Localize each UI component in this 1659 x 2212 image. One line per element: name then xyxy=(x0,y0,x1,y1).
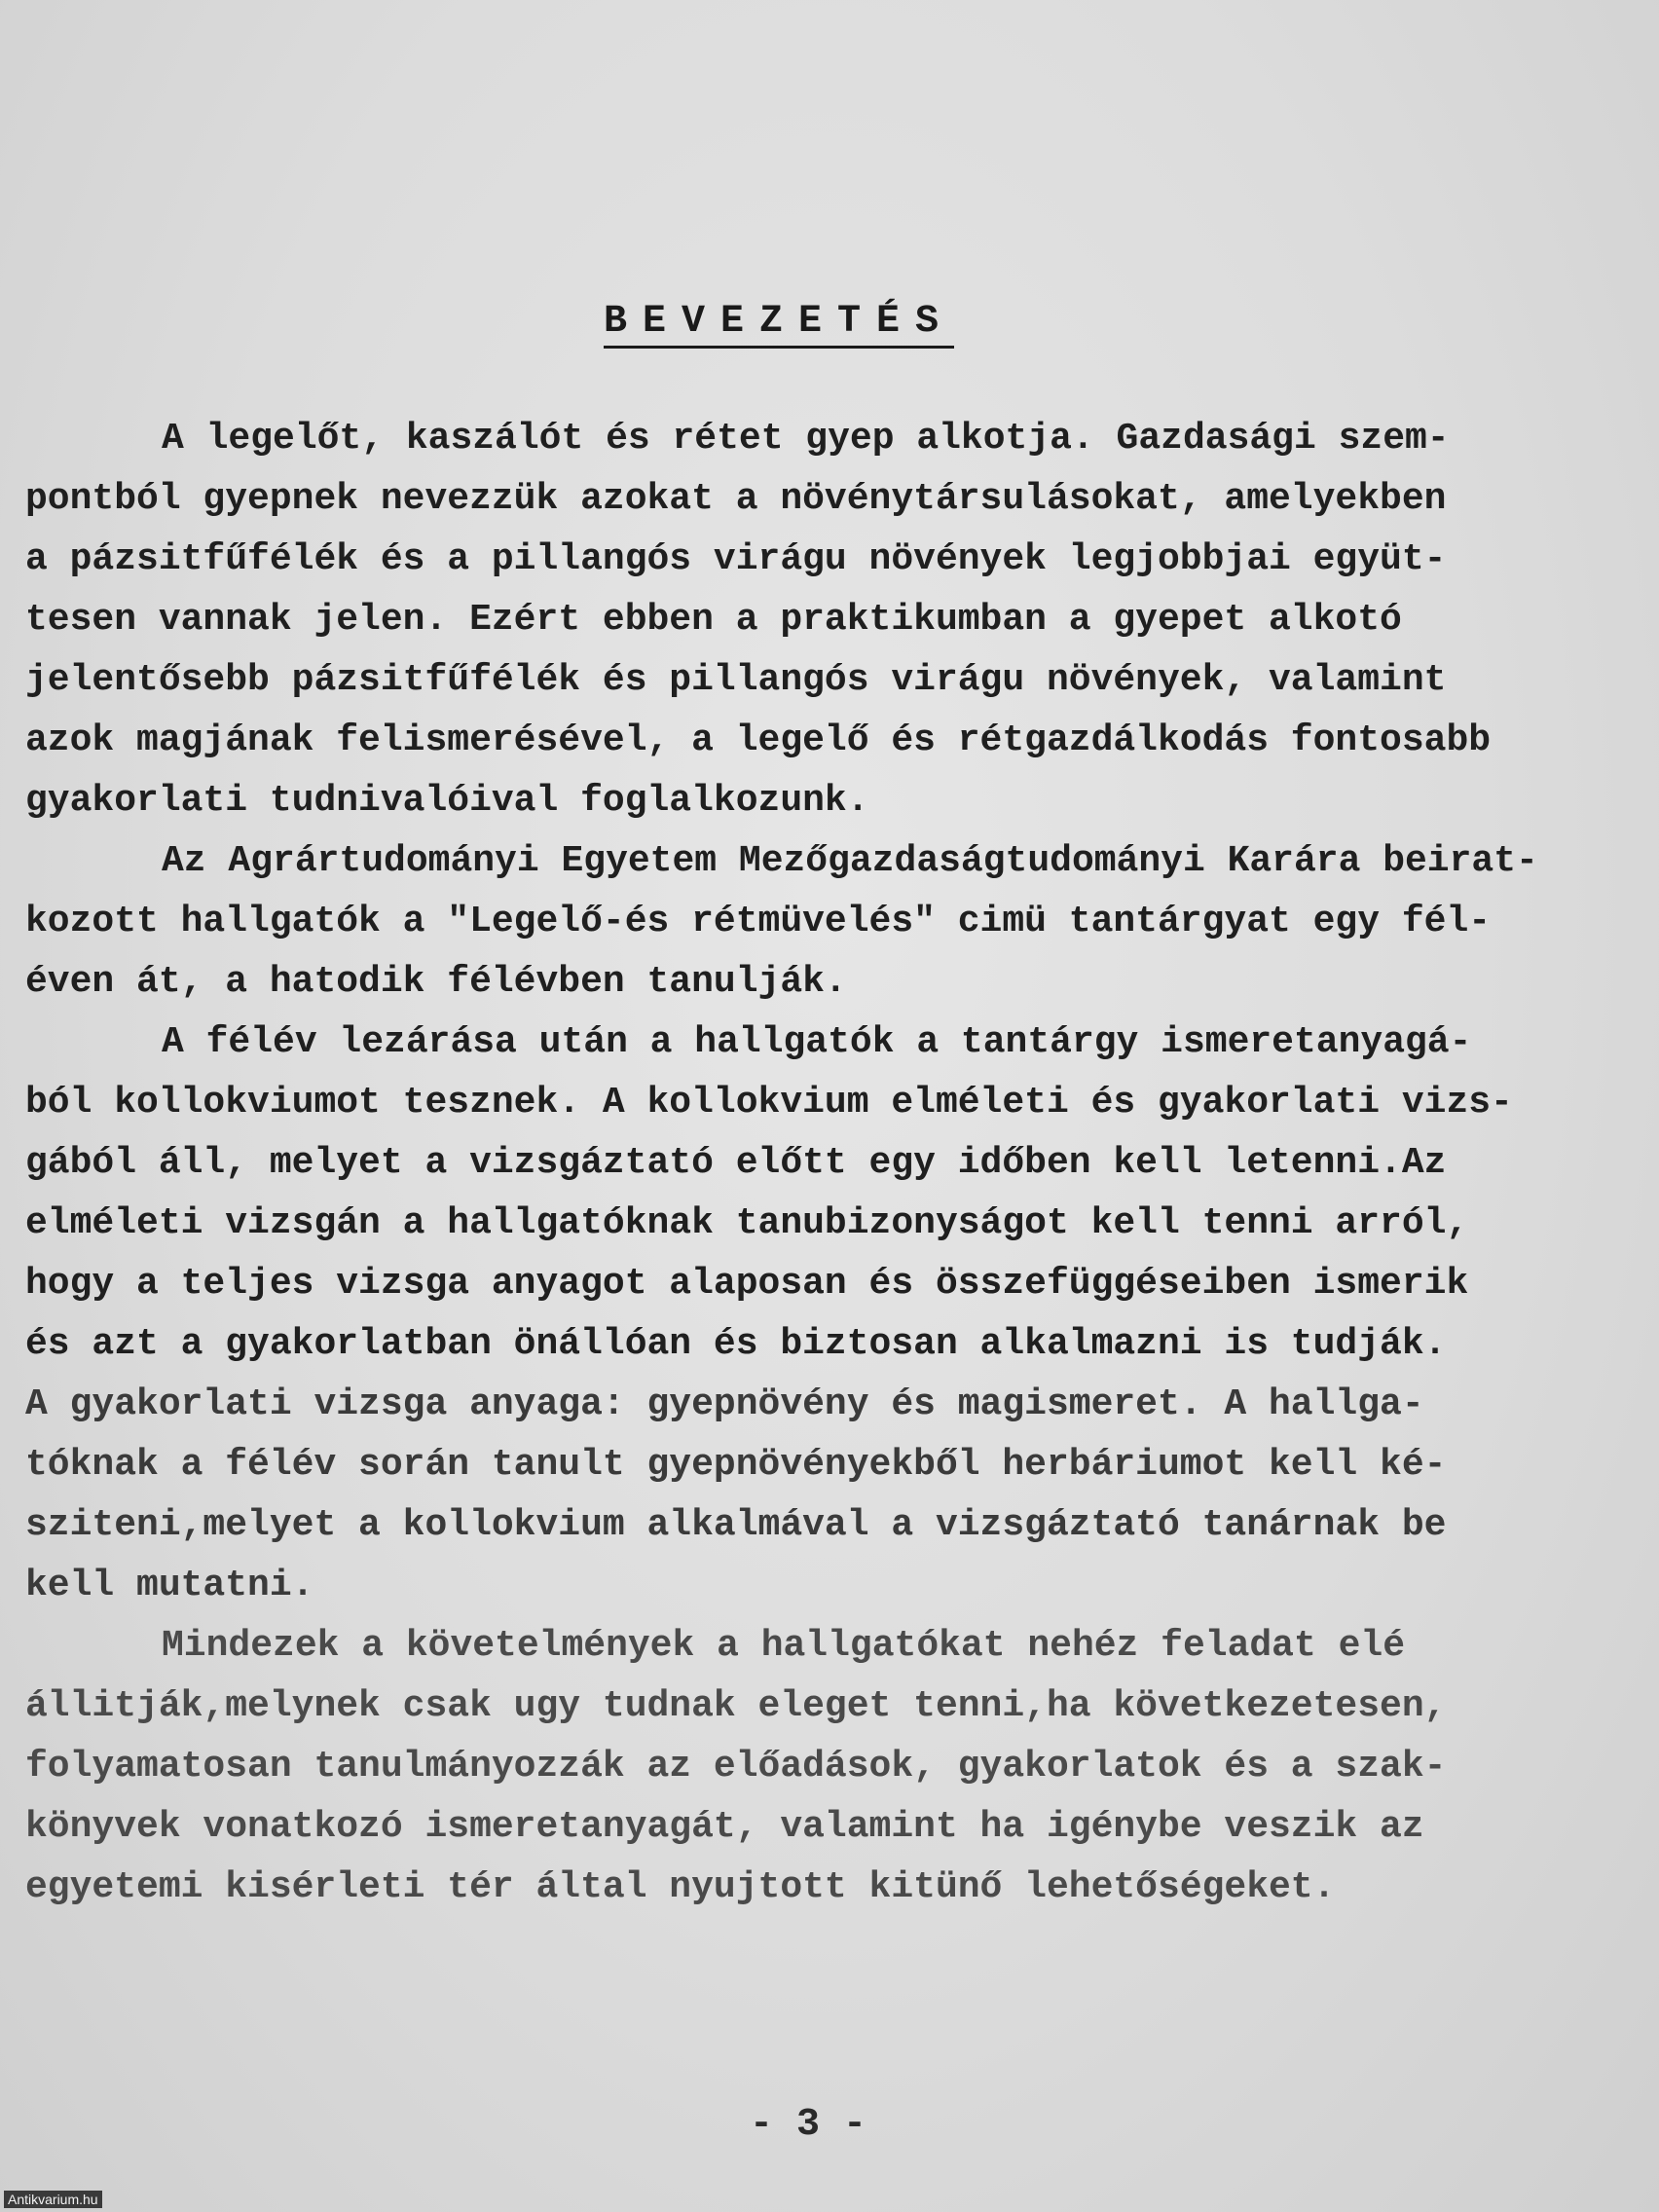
text-line: ból kollokviumot tesznek. A kollokvium elméleti és gyakorlati vizs- xyxy=(25,1082,1513,1124)
text-line: kell mutatni. xyxy=(25,1565,314,1606)
text-line: folyamatosan tanulmányozzák az előadások, gyakorlatok és a szak- xyxy=(25,1746,1447,1788)
text-line: és azt a gyakorlatban önállóan és biztosan alkalmazni is tudják. xyxy=(25,1323,1447,1365)
text-line: sziteni,melyet a kollokvium alkalmával a vizsgáztató tanárnak be xyxy=(25,1504,1447,1546)
text-line: kozott hallgatók a "Legelő-és rétmüvelés" cimü tantárgyat egy fél- xyxy=(25,901,1492,942)
text-line: könyvek vonatkozó ismeretanyagát, valamint ha igénybe veszik az xyxy=(25,1806,1424,1848)
text-line: tóknak a félév során tanult gyepnövényekből herbáriumot kell ké- xyxy=(25,1444,1447,1486)
text-line: hogy a teljes vizsga anyagot alaposan és összefüggéseiben ismerik xyxy=(25,1263,1469,1305)
page-number: - 3 - xyxy=(749,2103,867,2147)
text-line: A legelőt, kaszálót és rétet gyep alkotja. Gazdasági szem- xyxy=(162,418,1450,460)
body-text xyxy=(25,409,1641,1918)
text-line: pontból gyepnek nevezzük azokat a növénytársulásokat, amelyekben xyxy=(25,478,1447,520)
text-line: elméleti vizsgán a hallgatóknak tanubizonyságot kell tenni arról, xyxy=(25,1202,1469,1244)
text-line: Az Agrártudományi Egyetem Mezőgazdaságtudományi Karára beirat- xyxy=(162,840,1538,882)
text-line: tesen vannak jelen. Ezért ebben a praktikumban a gyepet alkotó xyxy=(25,599,1402,641)
text-line: jelentősebb pázsitfűfélék és pillangós virágu növények, valamint xyxy=(25,659,1447,701)
text-line: gyakorlati tudnivalóival foglalkozunk. xyxy=(25,780,869,822)
watermark: Antikvarium.hu xyxy=(4,2191,102,2208)
text-line: éven át, a hatodik félévben tanulják. xyxy=(25,961,847,1003)
text-line: A gyakorlati vizsga anyaga: gyepnövény és magismeret. A hallga- xyxy=(25,1383,1424,1425)
text-line: állitják,melynek csak ugy tudnak eleget tenni,ha következetesen, xyxy=(25,1685,1447,1727)
text-line: a pázsitfűfélék és a pillangós virágu növények legjobbjai együt- xyxy=(25,538,1447,580)
title-text: BEVEZETÉS xyxy=(604,300,954,349)
text-line: azok magjának felismerésével, a legelő és rétgazdálkodás fontosabb xyxy=(25,719,1492,761)
text-line: egyetemi kisérleti tér által nyujtott kitünő lehetőségeket. xyxy=(25,1866,1336,1908)
text-line: gából áll, melyet a vizsgáztató előtt egy időben kell letenni.Az xyxy=(25,1142,1447,1184)
text-line: A félév lezárása után a hallgatók a tantárgy ismeretanyagá- xyxy=(162,1021,1472,1063)
page-title xyxy=(0,300,1558,344)
text-line: Mindezek a követelmények a hallgatókat nehéz feladat elé xyxy=(162,1625,1406,1667)
